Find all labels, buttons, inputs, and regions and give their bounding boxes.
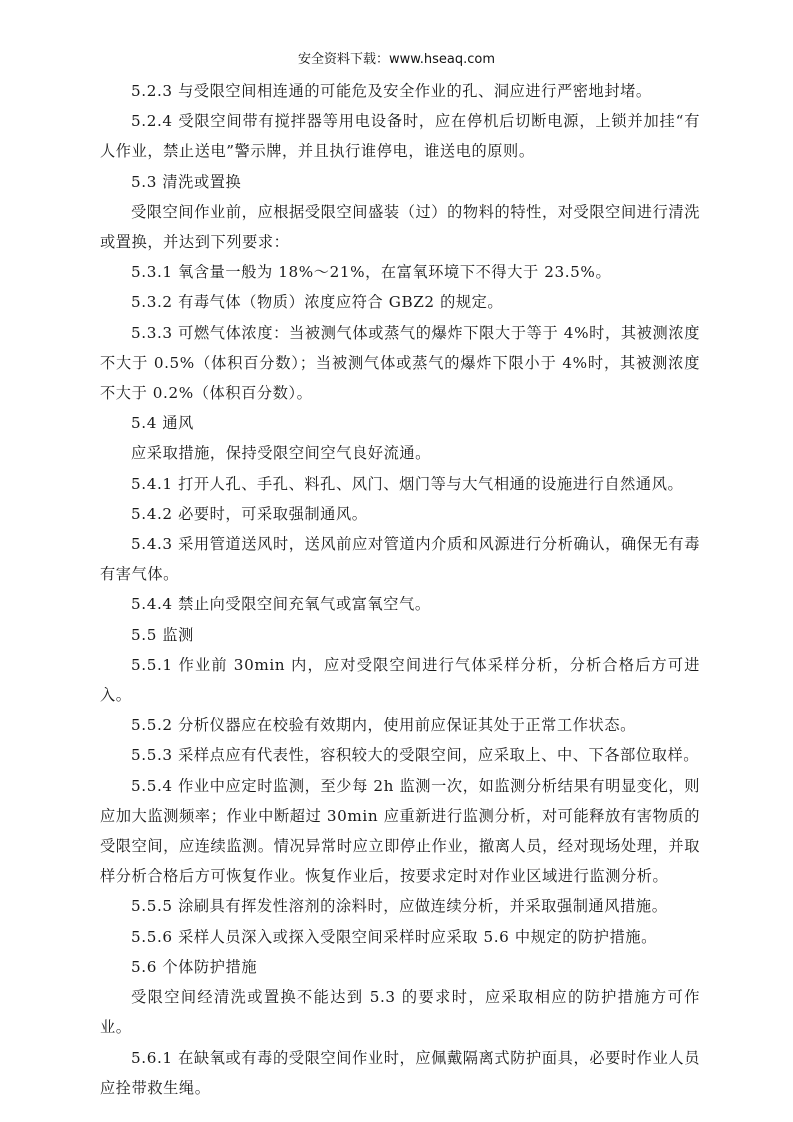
clause-5-2-3: 5.2.3 与受限空间相连通的可能危及安全作业的孔、洞应进行严密地封堵。 [131, 82, 652, 100]
section-intro-5-6: 受限空间经清洗或置换不能达到 5.3 的要求时，应采取相应的防护措施方可作业。 [100, 988, 700, 1037]
clause-5-5-1: 5.5.1 作业前 30min 内，应对受限空间进行气体采样分析，分析合格后方可进入。 [100, 655, 700, 705]
section-heading-5-4: 5.4 通风 [131, 414, 194, 433]
clause-5-4-4: 5.4.4 禁止向受限空间充氧气或富氧空气。 [131, 595, 431, 614]
clause-5-2-4: 5.2.4 受限空间带有搅拌器等用电设备时，应在停机后切断电源，上锁并加挂“有人作业，禁止送电”警示牌，并且执行谁停电，谁送电的原则。 [100, 112, 700, 161]
clause-5-5-6: 5.5.6 采样人员深入或探入受限空间采样时应采取 5.6 中规定的防护措施。 [131, 927, 657, 946]
clause-5-5-2: 5.5.2 分析仪器应在校验有效期内，使用前应保证其处于正常工作状态。 [131, 716, 636, 735]
clause-5-4-2: 5.4.2 必要时，可采取强制通风。 [131, 504, 368, 523]
clause-5-5-4: 5.5.4 作业中应定时监测，至少每 2h 监测一次，如监测分析结果有明显变化，则应加大监测频率；作业中断超过 30min 应重新进行监测分析，对可能释放有害物质的受限空间，应连续监测。情况异常时应立即停止作业，撤离人员，经对现场处理，并取样分析合格后方可恢复作业。恢复作业后，按要求定时对作业区域进行监测分析。 [100, 776, 700, 886]
clause-5-3-1: 5.3.1 氧含量一般为 18%～21%，在富氧环境下不得大于 23.5%。 [131, 263, 612, 282]
section-intro-5-3: 受限空间作业前，应根据受限空间盛装（过）的物料的特性，对受限空间进行清洗或置换，并达到下列要求： [100, 202, 700, 252]
section-intro-5-4: 应采取措施，保持受限空间空气良好流通。 [131, 444, 431, 463]
document-body [100, 76, 700, 1103]
clause-5-3-3: 5.3.3 可燃气体浓度：当被测气体或蒸气的爆炸下限大于等于 4%时，其被测浓度不大于 0.5%（体积百分数）；当被测气体或蒸气的爆炸下限小于 4%时，其被测浓度不大于 0.2%（体积百分数）。 [100, 323, 700, 403]
clause-5-3-2: 5.3.2 有毒气体（物质）浓度应符合 GBZ2 的规定。 [131, 293, 504, 312]
page-header: 安全资料下载：www.hseaq.com [298, 52, 495, 67]
clause-5-4-1: 5.4.1 打开人孔、手孔、料孔、风门、烟门等与大气相通的设施进行自然通风。 [131, 474, 684, 493]
clause-5-5-3: 5.5.3 采样点应有代表性，容积较大的受限空间，应采取上、中、下各部位取样。 [131, 746, 700, 765]
section-heading-5-3: 5.3 清洗或置换 [131, 172, 242, 191]
section-heading-5-5: 5.5 监测 [131, 625, 194, 644]
clause-5-4-3: 5.4.3 采用管道送风时，送风前应对管道内介质和风源进行分析确认，确保无有毒有害气体。 [100, 535, 700, 584]
clause-5-5-5: 5.5.5 涂刷具有挥发性溶剂的涂料时，应做连续分析，并采取强制通风措施。 [131, 897, 668, 916]
section-heading-5-6: 5.6 个体防护措施 [131, 957, 258, 976]
clause-5-6-1: 5.6.1 在缺氧或有毒的受限空间作业时，应佩戴隔离式防护面具，必要时作业人员应拴带救生绳。 [100, 1048, 700, 1097]
